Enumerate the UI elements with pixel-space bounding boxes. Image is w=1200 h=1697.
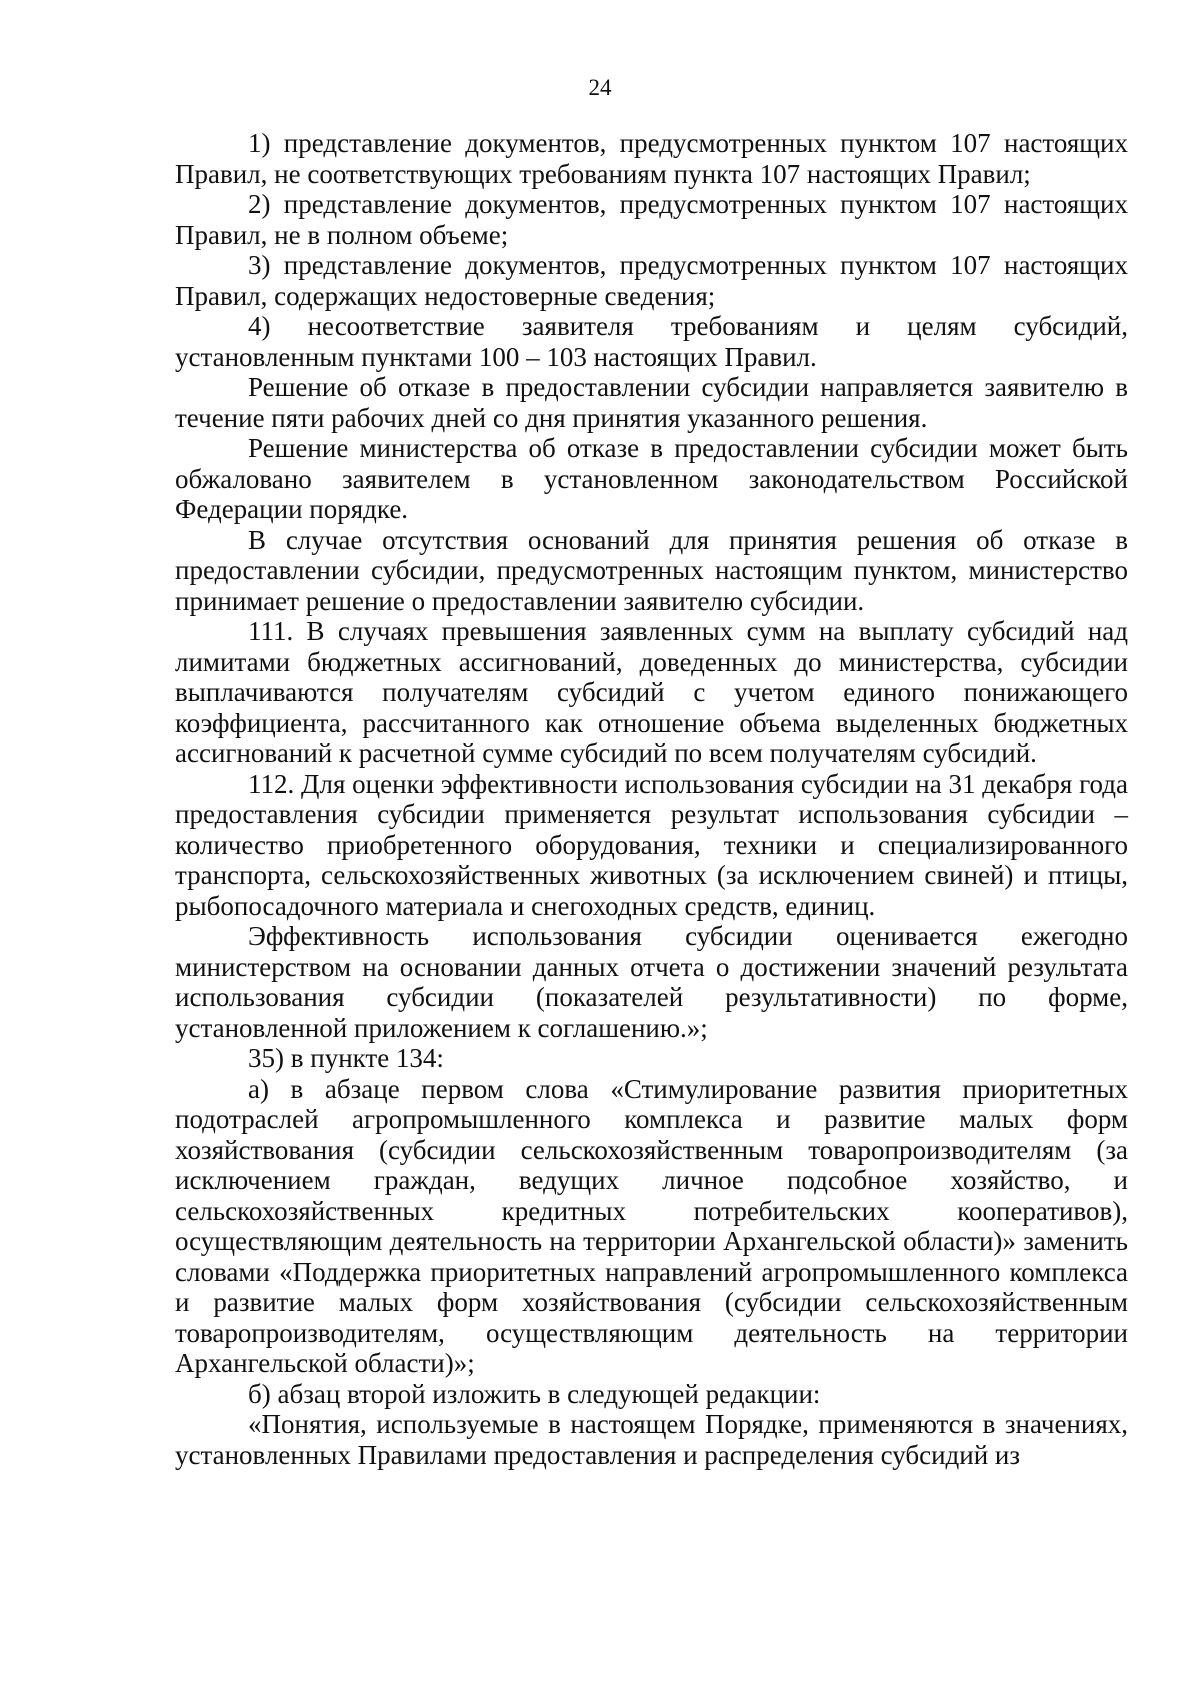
paragraph-appeal: Решение министерства об отказе в предоставлении субсидии может быть обжаловано заявителем в установленном законодательством Российской Федерации порядке. (175, 433, 1128, 524)
paragraph-refusal-notice: Решение об отказе в предоставлении субсидии направляется заявителю в течение пяти рабочих дней со дня принятия указанного решения. (175, 372, 1128, 433)
paragraph-item-3: 3) представление документов, предусмотренных пунктом 107 настоящих Правил, содержащих недостоверные сведения; (175, 250, 1128, 311)
paragraph-efficiency: Эффективность использования субсидии оценивается ежегодно министерством на основании данных отчета о достижении значений результата использования субсидии (показателей результативности) по форме, установленной приложением к соглашению.»; (175, 921, 1128, 1043)
paragraph-item-35: 35) в пункте 134: (248, 1043, 444, 1073)
paragraph-clause-112: 112. Для оценки эффективности использования субсидии на 31 декабря года предоставления субсидии применяется результат использования субсидии – количество приобретенного оборудования, техники и специализированного транспорта, сельскохозяйственных животных (за исключением свиней) и птицы, рыбопосадочного материала и снегоходных средств, единиц. (175, 768, 1128, 921)
page-number: 24 (588, 75, 612, 100)
paragraph-item-1: 1) представление документов, предусмотренных пунктом 107 настоящих Правил, не соответствующих требованиям пункта 107 настоящих Правил; (175, 128, 1128, 189)
paragraph-subitem-b: б) абзац второй изложить в следующей редакции: (248, 1378, 821, 1409)
paragraph-item-2: 2) представление документов, предусмотренных пунктом 107 настоящих Правил, не в полном объеме; (175, 189, 1128, 250)
paragraph-concepts: «Понятия, используемые в настоящем Порядке, применяются в значениях, установленных Правилами предоставления и распределения субсидий из (175, 1409, 1128, 1470)
paragraph-item-4: 4) несоответствие заявителя требованиям и целям субсидий, установленным пунктами 100 – 103 настоящих Правил. (175, 311, 1128, 372)
paragraph-approval: В случае отсутствия оснований для принятия решения об отказе в предоставлении субсидии, предусмотренных настоящим пунктом, министерство принимает решение о предоставлении заявителю субсидии. (175, 524, 1128, 616)
document-body (175, 128, 1128, 1470)
paragraph-subitem-a: а) в абзаце первом слова «Стимулирование развития приоритетных подотраслей агропромышленного комплекса и развитие малых форм хозяйствования (субсидии сельскохозяйственным товаропроизводителям (за исключением граждан, ведущих личное подсобное хозяйство, и сельскохозяйственных кредитных потребительских кооперативов), осуществляющим деятельность на территории Архангельской области)» заменить словами «Поддержка приоритетных направлений агропромышленного комплекса и развитие малых форм хозяйствования (субсидии сельскохозяйственным товаропроизводителям, осуществляющим деятельность на территории Архангельской области)»; (175, 1073, 1128, 1378)
paragraph-clause-111: 111. В случаях превышения заявленных сумм на выплату субсидий над лимитами бюджетных ассигнований, доведенных до министерства, субсидии выплачиваются получателям субсидий с учетом единого понижающего коэффициента, рассчитанного как отношение объема выделенных бюджетных ассигнований к расчетной сумме субсидий по всем получателям субсидий. (175, 616, 1128, 768)
